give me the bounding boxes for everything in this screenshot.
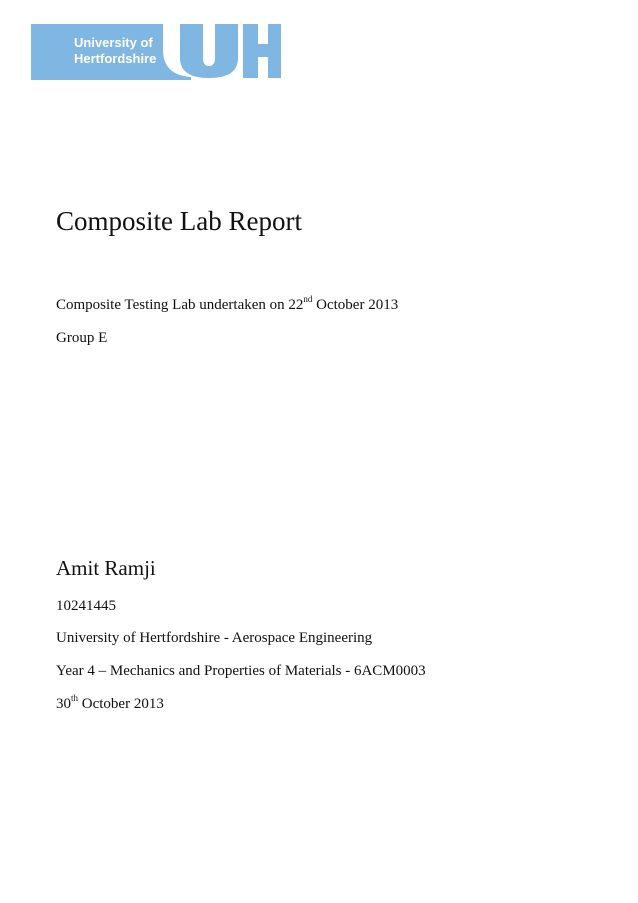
module-line: Year 4 – Mechanics and Properties of Materials - 6ACM0003 — [56, 663, 426, 679]
institution-line: University of Hertfordshire - Aerospace Engineering — [56, 630, 373, 646]
report-date — [56, 695, 164, 713]
lab-subtitle — [56, 296, 398, 314]
logo-line-2: Hertfordshire — [74, 51, 157, 66]
subtitle-prefix: Composite Testing Lab undertaken on 22 — [56, 297, 304, 313]
subtitle-ordinal: nd — [303, 294, 313, 304]
date-ordinal: th — [71, 693, 79, 703]
university-logo — [31, 22, 281, 80]
logo-line-1: University of — [74, 35, 153, 50]
logo-letter-h — [243, 24, 281, 78]
logo-letter-u — [180, 24, 238, 78]
student-id: 10241445 — [56, 598, 116, 614]
subtitle-suffix: October 2013 — [312, 297, 399, 313]
author-name: Amit Ramji — [56, 556, 156, 580]
date-rest: October 2013 — [78, 696, 164, 712]
date-day: 30 — [56, 696, 71, 712]
uh-logo-graphic — [31, 22, 281, 80]
group-label: Group E — [56, 330, 108, 346]
document-title: Composite Lab Report — [56, 206, 302, 236]
